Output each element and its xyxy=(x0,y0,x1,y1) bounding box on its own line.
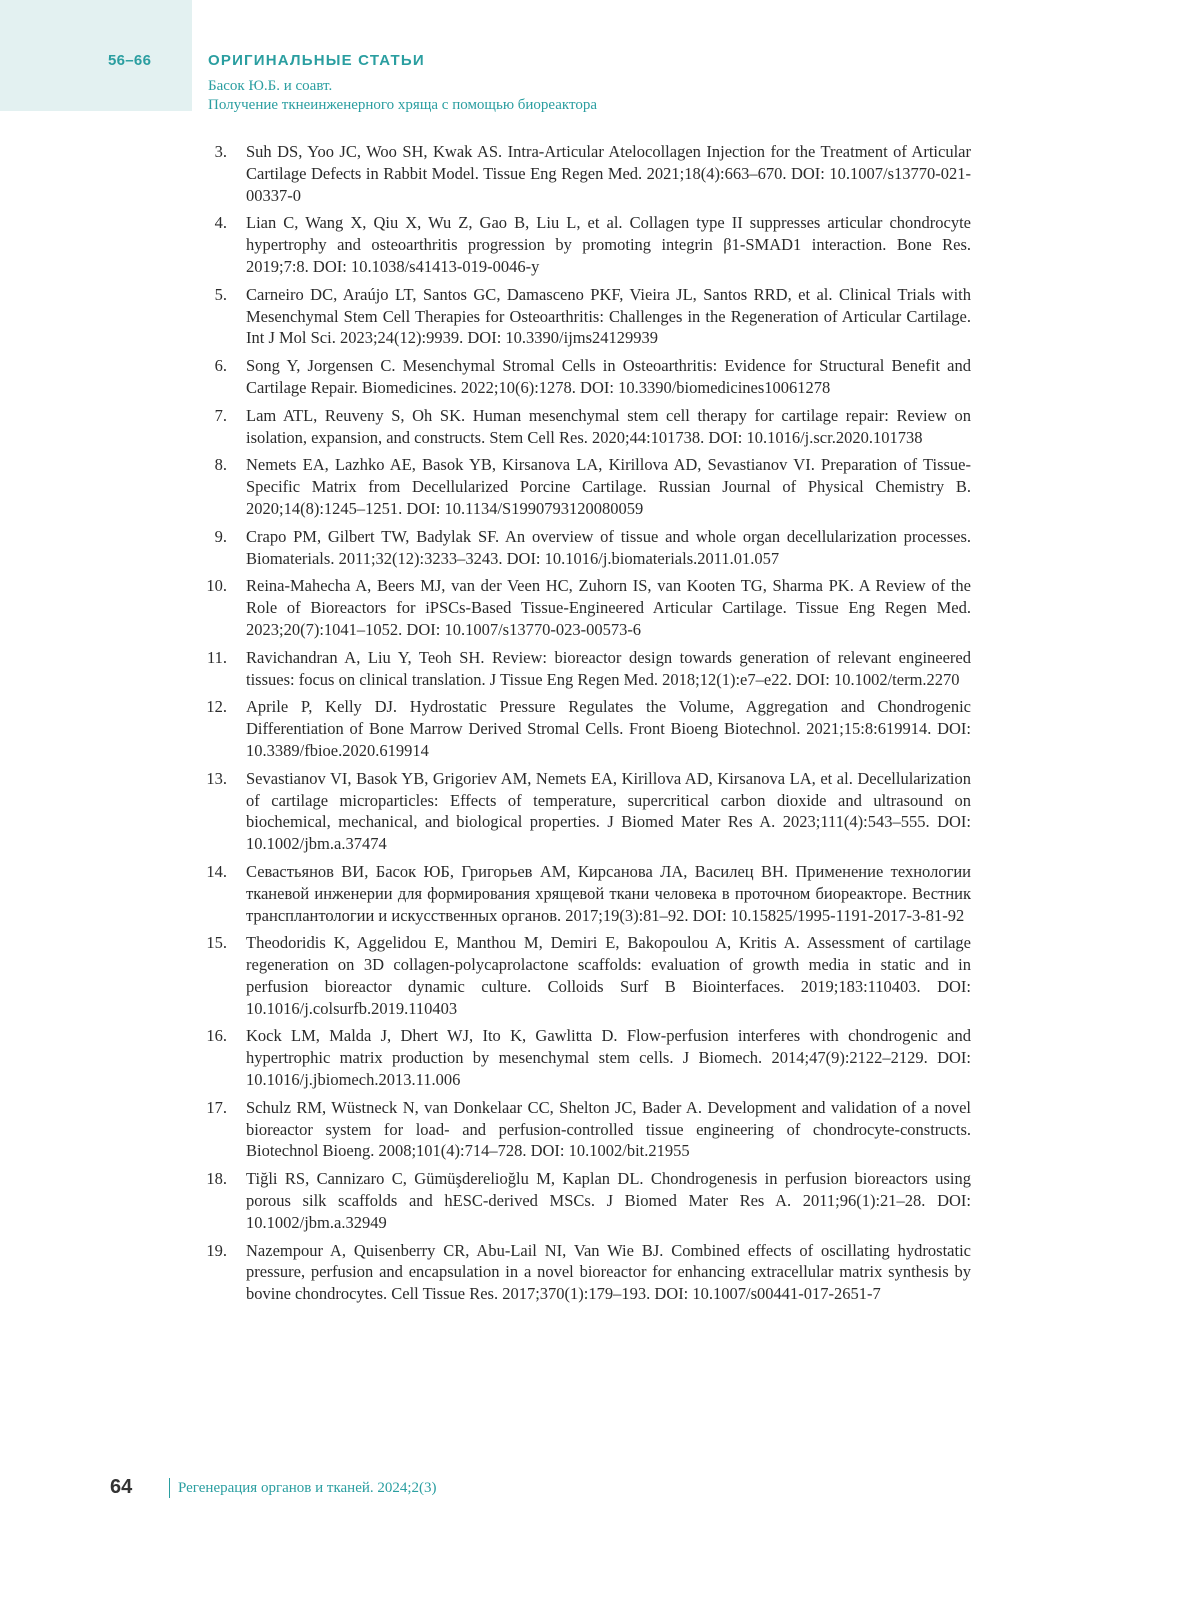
reference-text: Song Y, Jorgensen C. Mesenchymal Stromal Cells in Osteoarthritis: Evidence for Structural Benefit and Cartilage Repair. Biomedicines. 2022;10(6):1278. DOI: 10.3390/biomedicines10061278 xyxy=(246,355,971,399)
reference-item xyxy=(195,647,971,691)
reference-number: 17. xyxy=(195,1097,227,1162)
reference-text: Sevastianov VI, Basok YB, Grigoriev AM, Nemets EA, Kirillova AD, Kirsanova LA, et al. Decellularization of cartilage microparticles: Effects of temperature, supercritical carbon dioxide and ultrasound on biochemical, mechanical, and biological properties. J Biomed Mater Res A. 2023;111(4):543–555. DOI: 10.1002/jbm.a.37474 xyxy=(246,768,971,855)
reference-number: 16. xyxy=(195,1025,227,1090)
reference-item xyxy=(195,696,971,761)
reference-item xyxy=(195,526,971,570)
reference-number: 11. xyxy=(195,647,227,691)
reference-item xyxy=(195,575,971,640)
reference-number: 7. xyxy=(195,405,227,449)
running-header-article-title: Получение ткнеинженерного хряща с помощью биореактора xyxy=(208,97,597,114)
reference-item xyxy=(195,355,971,399)
reference-item xyxy=(195,932,971,1019)
reference-number: 14. xyxy=(195,861,227,926)
reference-text: Lian C, Wang X, Qiu X, Wu Z, Gao B, Liu L, et al. Collagen type II suppresses articular chondrocyte hypertrophy and osteoarthritis progression by promoting integrin β1-SMAD1 interaction. Bone Res. 2019;7:8. DOI: 10.1038/s41413-019-0046-y xyxy=(246,212,971,277)
reference-item xyxy=(195,454,971,519)
reference-number: 3. xyxy=(195,141,227,206)
reference-item xyxy=(195,141,971,206)
reference-text: Tiğli RS, Cannizaro C, Gümüşderelioğlu M, Kaplan DL. Chondrogenesis in perfusion bioreactors using porous silk scaffolds and hESC-derived MSCs. J Biomed Mater Res A. 2011;96(1):21–28. DOI: 10.1002/jbm.a.32949 xyxy=(246,1168,971,1233)
reference-number: 5. xyxy=(195,284,227,349)
reference-item xyxy=(195,1240,971,1305)
reference-item xyxy=(195,1097,971,1162)
running-header-authors: Басок Ю.Б. и соавт. xyxy=(208,78,332,95)
reference-number: 19. xyxy=(195,1240,227,1305)
section-title: ОРИГИНАЛЬНЫЕ СТАТЬИ xyxy=(208,52,425,69)
reference-number: 10. xyxy=(195,575,227,640)
reference-number: 13. xyxy=(195,768,227,855)
footer-divider xyxy=(169,1478,170,1498)
reference-number: 15. xyxy=(195,932,227,1019)
reference-text: Theodoridis K, Aggelidou E, Manthou M, Demiri E, Bakopoulou A, Kritis A. Assessment of cartilage regeneration on 3D collagen-polycaprolactone scaffolds: evaluation of growth media in static and in perfusion bioreactor dynamic culture. Colloids Surf B Biointerfaces. 2019;183:110403. DOI: 10.1016/j.colsurfb.2019.110403 xyxy=(246,932,971,1019)
reference-number: 18. xyxy=(195,1168,227,1233)
reference-item xyxy=(195,861,971,926)
reference-item xyxy=(195,284,971,349)
page-range: 56–66 xyxy=(108,52,151,69)
reference-item xyxy=(195,1025,971,1090)
reference-text: Севастьянов ВИ, Басок ЮБ, Григорьев АМ, Кирсанова ЛА, Василец ВН. Применение технологии тканевой инженерии для формирования хрящевой ткани человека в проточном биореакторе. Вестник трансплантологии и искусственных органов. 2017;19(3):81–92. DOI: 10.15825/1995-1191-2017-3-81-92 xyxy=(246,861,971,926)
reference-text: Schulz RM, Wüstneck N, van Donkelaar CC, Shelton JC, Bader A. Development and validation of a novel bioreactor system for load- and perfusion-controlled tissue engineering of chondrocyte-constructs. Biotechnol Bioeng. 2008;101(4):714–728. DOI: 10.1002/bit.21955 xyxy=(246,1097,971,1162)
reference-text: Ravichandran A, Liu Y, Teoh SH. Review: bioreactor design towards generation of relevant engineered tissues: focus on clinical translation. J Tissue Eng Regen Med. 2018;12(1):e7–e22. DOI: 10.1002/term.2270 xyxy=(246,647,971,691)
reference-text: Aprile P, Kelly DJ. Hydrostatic Pressure Regulates the Volume, Aggregation and Chondrogenic Differentiation of Bone Marrow Derived Stromal Cells. Front Bioeng Biotechnol. 2021;15:8:619914. DOI: 10.3389/fbioe.2020.619914 xyxy=(246,696,971,761)
reference-text: Crapo PM, Gilbert TW, Badylak SF. An overview of tissue and whole organ decellularization processes. Biomaterials. 2011;32(12):3233–3243. DOI: 10.1016/j.biomaterials.2011.01.057 xyxy=(246,526,971,570)
reference-number: 9. xyxy=(195,526,227,570)
reference-text: Nazempour A, Quisenberry CR, Abu-Lail NI, Van Wie BJ. Combined effects of oscillating hydrostatic pressure, perfusion and encapsulation in a novel bioreactor for enhancing extracellular matrix synthesis by bovine chondrocytes. Cell Tissue Res. 2017;370(1):179–193. DOI: 10.1007/s00441-017-2651-7 xyxy=(246,1240,971,1305)
reference-item xyxy=(195,768,971,855)
reference-number: 6. xyxy=(195,355,227,399)
page-number: 64 xyxy=(110,1476,132,1499)
reference-list xyxy=(195,141,971,1311)
reference-item xyxy=(195,405,971,449)
header-corner-block xyxy=(0,0,192,111)
reference-text: Suh DS, Yoo JC, Woo SH, Kwak AS. Intra-Articular Atelocollagen Injection for the Treatment of Articular Cartilage Defects in Rabbit Model. Tissue Eng Regen Med. 2021;18(4):663–670. DOI: 10.1007/s13770-021-00337-0 xyxy=(246,141,971,206)
journal-citation: Регенерация органов и тканей. 2024;2(3) xyxy=(178,1480,437,1497)
reference-text: Kock LM, Malda J, Dhert WJ, Ito K, Gawlitta D. Flow-perfusion interferes with chondrogenic and hypertrophic matrix production by mesenchymal stem cells. J Biomech. 2014;47(9):2122–2129. DOI: 10.1016/j.jbiomech.2013.11.006 xyxy=(246,1025,971,1090)
reference-text: Lam ATL, Reuveny S, Oh SK. Human mesenchymal stem cell therapy for cartilage repair: Review on isolation, expansion, and constructs. Stem Cell Res. 2020;44:101738. DOI: 10.1016/j.scr.2020.101738 xyxy=(246,405,971,449)
reference-number: 12. xyxy=(195,696,227,761)
reference-number: 4. xyxy=(195,212,227,277)
reference-text: Carneiro DC, Araújo LT, Santos GC, Damasceno PKF, Vieira JL, Santos RRD, et al. Clinical Trials with Mesenchymal Stem Cell Therapies for Osteoarthritis: Challenges in the Regeneration of Articular Cartilage. Int J Mol Sci. 2023;24(12):9939. DOI: 10.3390/ijms24129939 xyxy=(246,284,971,349)
reference-text: Nemets EA, Lazhko AE, Basok YB, Kirsanova LA, Kirillova AD, Sevastianov VI. Preparation of Tissue-Specific Matrix from Decellularized Porcine Cartilage. Russian Journal of Physical Chemistry B. 2020;14(8):1245–1251. DOI: 10.1134/S1990793120080059 xyxy=(246,454,971,519)
reference-number: 8. xyxy=(195,454,227,519)
reference-item xyxy=(195,212,971,277)
reference-text: Reina-Mahecha A, Beers MJ, van der Veen HC, Zuhorn IS, van Kooten TG, Sharma PK. A Review of the Role of Bioreactors for iPSCs-Based Tissue-Engineered Articular Cartilage. Tissue Eng Regen Med. 2023;20(7):1041–1052. DOI: 10.1007/s13770-023-00573-6 xyxy=(246,575,971,640)
reference-item xyxy=(195,1168,971,1233)
